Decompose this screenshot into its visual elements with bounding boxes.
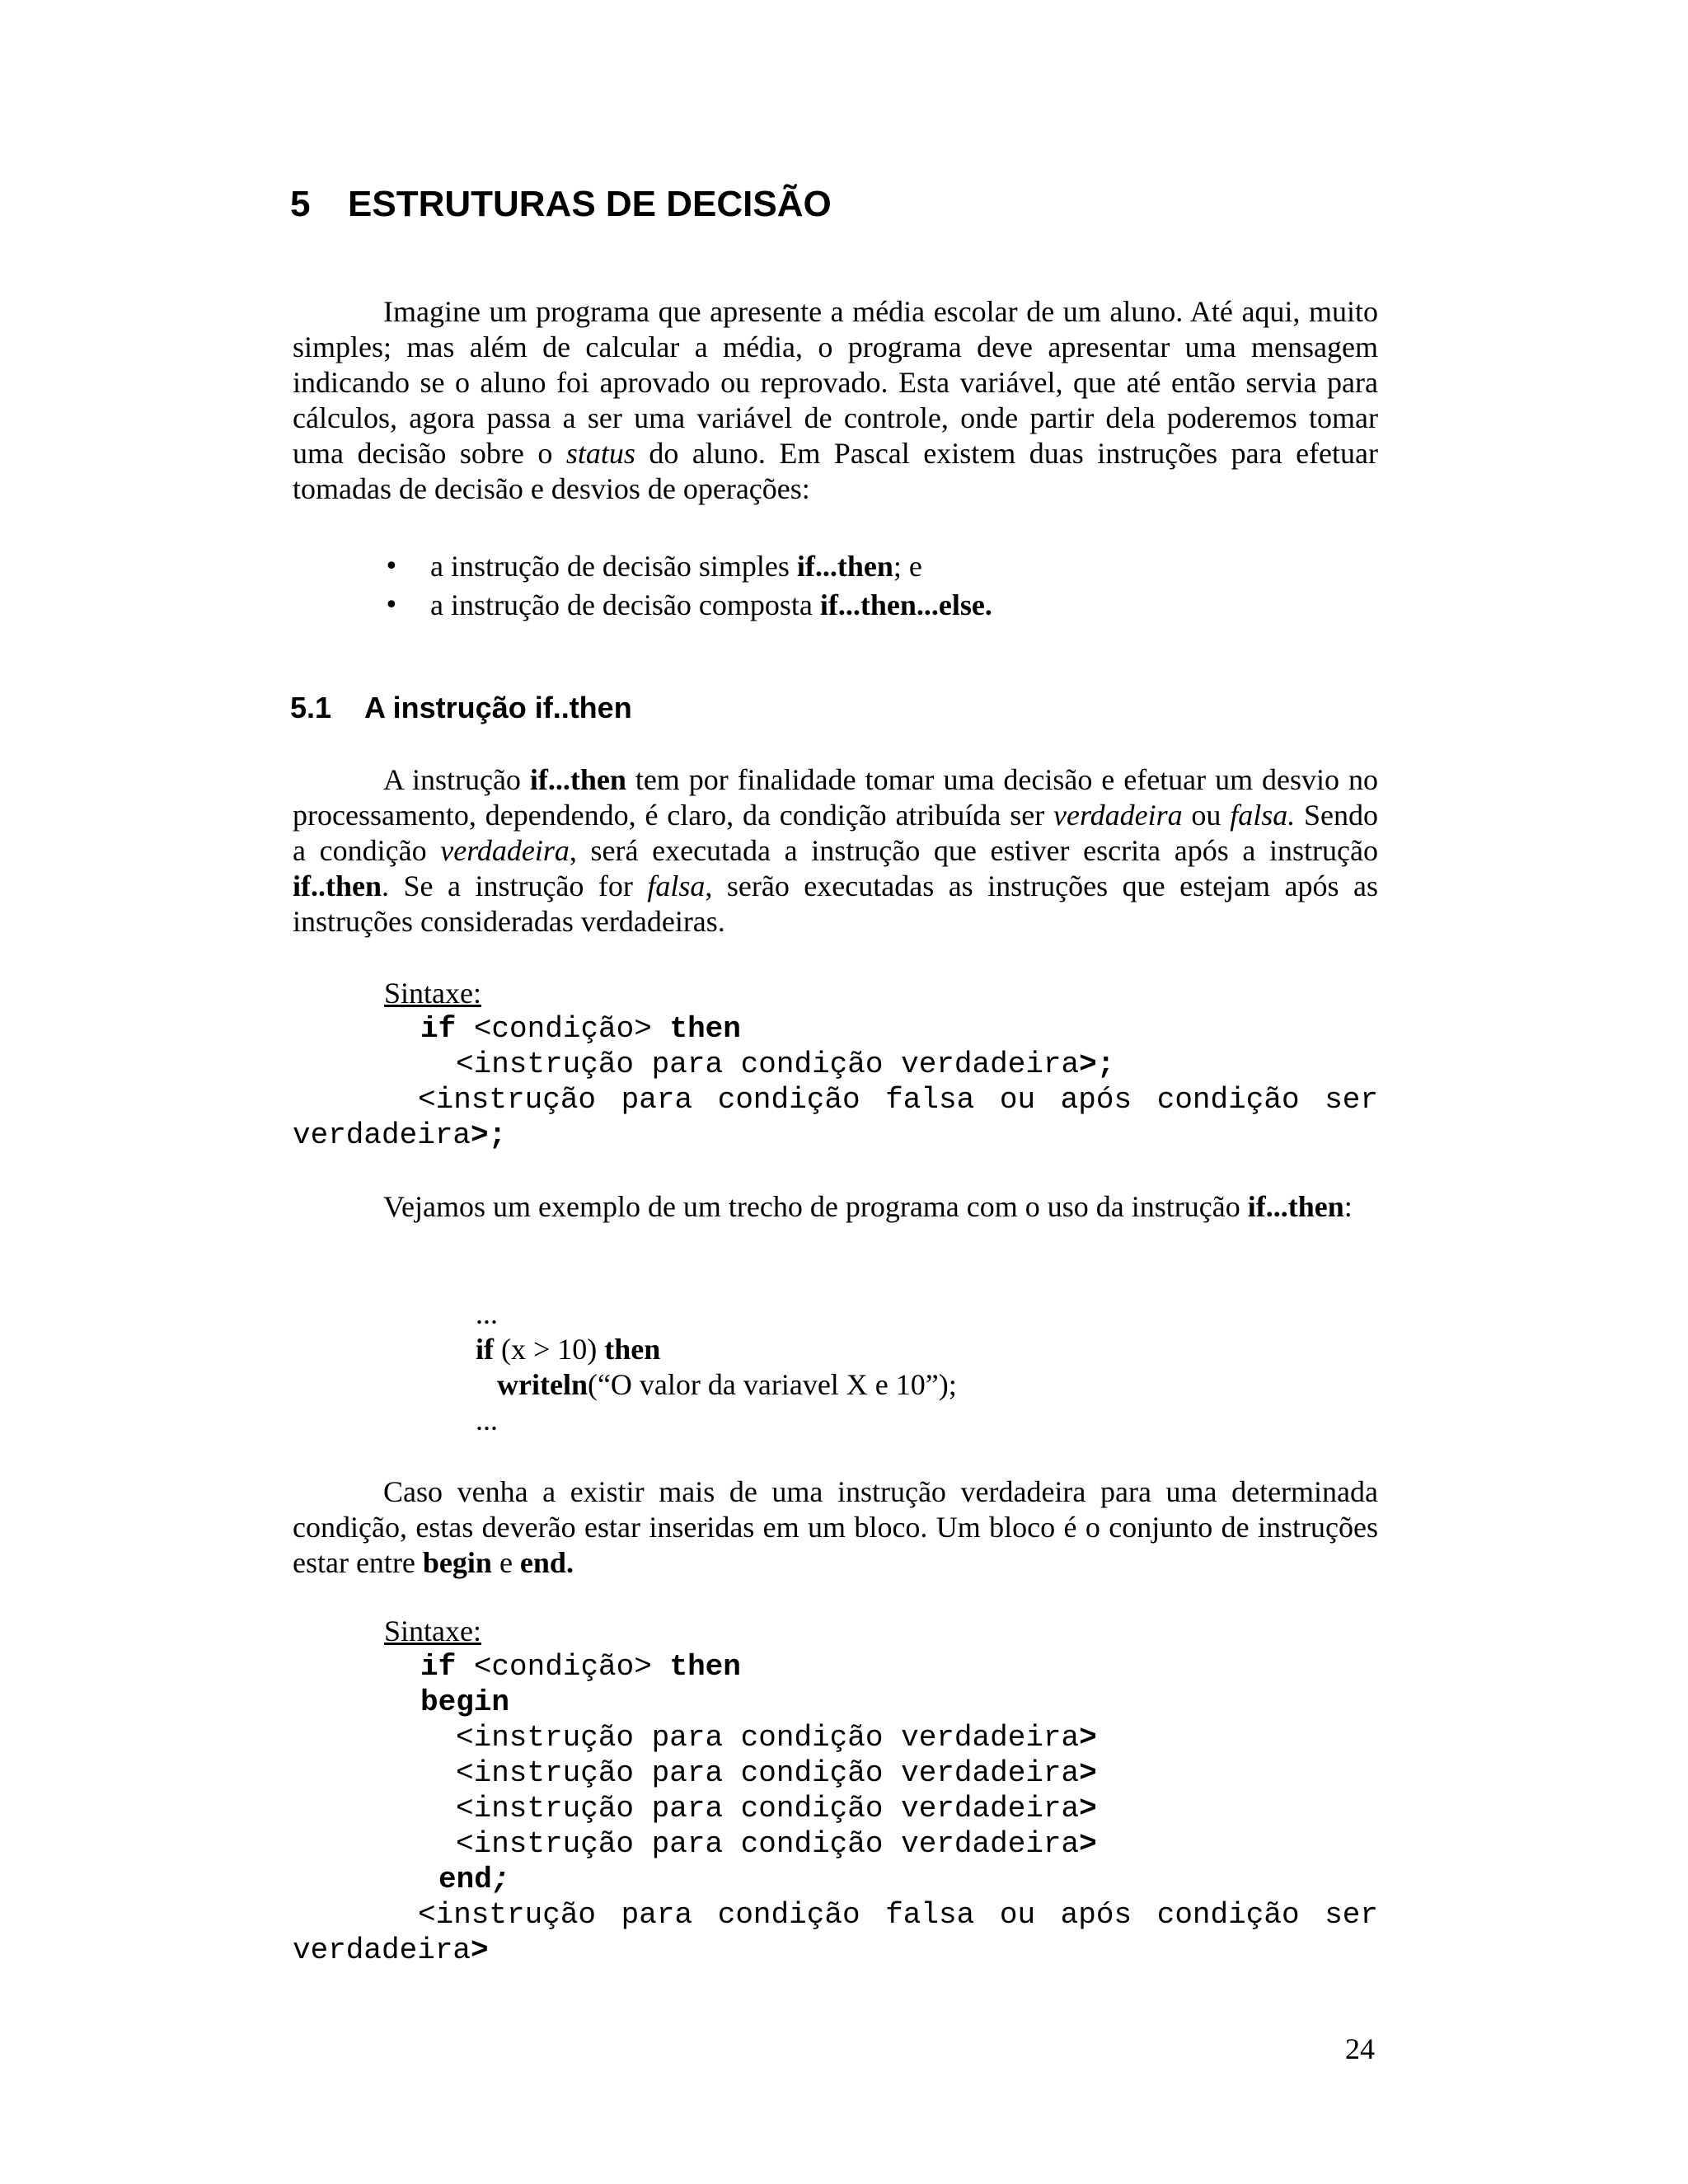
- example-if-line: [476, 1332, 660, 1367]
- instruction-end: >: [1079, 1721, 1097, 1755]
- syntax-if-line: [420, 1649, 741, 1685]
- bullet-icon: •: [384, 591, 399, 620]
- text: , será executada a instrução que estiver escrita após a instrução: [569, 834, 1378, 867]
- example-intro: [293, 1189, 1378, 1225]
- syntax-label: Sintaxe:: [384, 977, 481, 1010]
- text: Sendo a condição: [293, 799, 1379, 867]
- text: Vejamos um exemplo de um trecho de programa com o uso da instrução: [383, 1190, 1248, 1223]
- example-writeln-line: [497, 1367, 957, 1403]
- keyword-begin: begin: [420, 1685, 510, 1719]
- condition: (x > 10): [494, 1333, 605, 1366]
- page-number: 24: [1345, 2032, 1375, 2065]
- keyword-if: if: [420, 1650, 457, 1684]
- text: Caso venha a existir mais de uma instrução verdadeira para uma determinada condição, estas deverão estar inseridas em um bloco. Um bloco é o conjunto de instruções estar entre: [293, 1475, 1378, 1579]
- instruction: <instrução para condição verdadeira: [456, 1827, 1080, 1861]
- intro-text-2: do aluno. Em Pascal existem duas instruções para efetuar tomadas de decisão e desvios de operações:: [293, 437, 1379, 505]
- syntax-label: Sintaxe:: [384, 1615, 481, 1647]
- keyword-end: end: [438, 1863, 492, 1896]
- italic-term: falsa.: [1230, 799, 1296, 832]
- intro-paragraph: [293, 294, 1378, 507]
- instruction-end: >: [1079, 1827, 1097, 1861]
- example-ellipsis: ...: [476, 1297, 498, 1330]
- instruction: <instrução para condição falsa ou após condição ser verdadeira: [293, 1898, 1378, 1967]
- section-number: 5.1: [290, 691, 332, 724]
- instruction: <instrução para condição falsa ou após condição ser verdadeira: [293, 1083, 1378, 1152]
- keyword-then: then: [669, 1650, 741, 1684]
- keyword-end: end.: [519, 1546, 574, 1579]
- instruction: <instrução para condição verdadeira: [456, 1047, 1080, 1081]
- syntax-true-line: [456, 1720, 1097, 1755]
- keyword: if..then: [293, 869, 382, 902]
- example-ellipsis: ...: [476, 1404, 498, 1436]
- chapter-heading: [290, 180, 832, 229]
- keyword-writeln: writeln: [497, 1368, 588, 1401]
- syntax-true-line: [456, 1755, 1097, 1791]
- chapter-number: 5: [290, 184, 311, 224]
- syntax-false-line: [293, 1897, 1378, 1968]
- section-title: A instrução if..then: [364, 691, 632, 724]
- instruction-end: >: [1079, 1792, 1097, 1825]
- keyword: if...then: [1247, 1190, 1344, 1223]
- text: , serão executadas as instruções que estejam após as instruções consideradas verdadeiras.: [293, 869, 1378, 938]
- keyword-then: then: [669, 1012, 741, 1046]
- bullet-icon: •: [384, 552, 399, 581]
- syntax-false-line: [293, 1082, 1378, 1153]
- keyword-then: then: [604, 1333, 661, 1366]
- syntax-if-line: [420, 1011, 741, 1047]
- instruction-end: >: [1079, 1756, 1097, 1790]
- instruction-end: >;: [471, 1118, 507, 1152]
- keyword-if: if: [476, 1333, 494, 1366]
- semicolon: ;: [491, 1863, 510, 1896]
- syntax-true-line: [456, 1826, 1097, 1862]
- italic-term: verdadeira: [1053, 799, 1183, 832]
- instruction-end: >: [471, 1933, 489, 1967]
- bullet-item: [430, 549, 922, 584]
- text: e: [491, 1546, 520, 1579]
- bullet-text: a instrução de decisão simples: [430, 550, 797, 583]
- bullet-keyword: if...then...else.: [819, 588, 992, 621]
- text: . Se a instrução for: [382, 869, 648, 902]
- text: tem por finalidade tomar uma decisão e efetuar um desvio no processamento, dependendo, é claro, da condição atribuída ser: [293, 763, 1378, 832]
- instruction: <instrução para condição verdadeira: [456, 1792, 1080, 1825]
- chapter-title: ESTRUTURAS DE DECISÃO: [348, 184, 832, 224]
- intro-text-1: Imagine um programa que apresente a média escolar de um aluno. Até aqui, muito simples; mas além de calcular a média, o programa deve apresentar uma mensagem indicando se o aluno foi aprovado ou reprovado. Esta variável, que até então servia para cálculos, agora passa a ser uma variável de controle, onde partir dela poderemos tomar uma decisão sobre o: [293, 295, 1378, 470]
- condition: <condição>: [456, 1012, 670, 1046]
- bullet-suffix: ; e: [893, 550, 922, 583]
- section-heading: [290, 687, 632, 729]
- syntax-end-line: [438, 1862, 509, 1897]
- if-then-description: [293, 762, 1378, 940]
- instruction-end: >;: [1079, 1047, 1115, 1081]
- bullet-keyword: if...then: [796, 550, 893, 583]
- instruction: <instrução para condição verdadeira: [456, 1721, 1080, 1755]
- intro-italic-status: status: [565, 437, 635, 470]
- bullet-item: [430, 588, 992, 623]
- block-paragraph: [293, 1474, 1378, 1581]
- writeln-args: (“O valor da variavel X e 10”);: [587, 1368, 957, 1401]
- instruction: <instrução para condição verdadeira: [456, 1756, 1080, 1790]
- bullet-text: a instrução de decisão composta: [430, 588, 820, 621]
- syntax-true-line: [456, 1791, 1097, 1826]
- keyword-begin: begin: [422, 1546, 492, 1579]
- keyword-if: if: [420, 1012, 457, 1046]
- text: :: [1343, 1190, 1353, 1223]
- syntax-begin-line: [420, 1685, 509, 1720]
- text: ou: [1182, 799, 1231, 832]
- italic-term: falsa: [647, 869, 706, 902]
- syntax-true-line: [456, 1047, 1114, 1082]
- italic-term: verdadeira: [440, 834, 570, 867]
- condition: <condição>: [456, 1650, 670, 1684]
- keyword: if...then: [529, 763, 626, 796]
- text: A instrução: [383, 763, 530, 796]
